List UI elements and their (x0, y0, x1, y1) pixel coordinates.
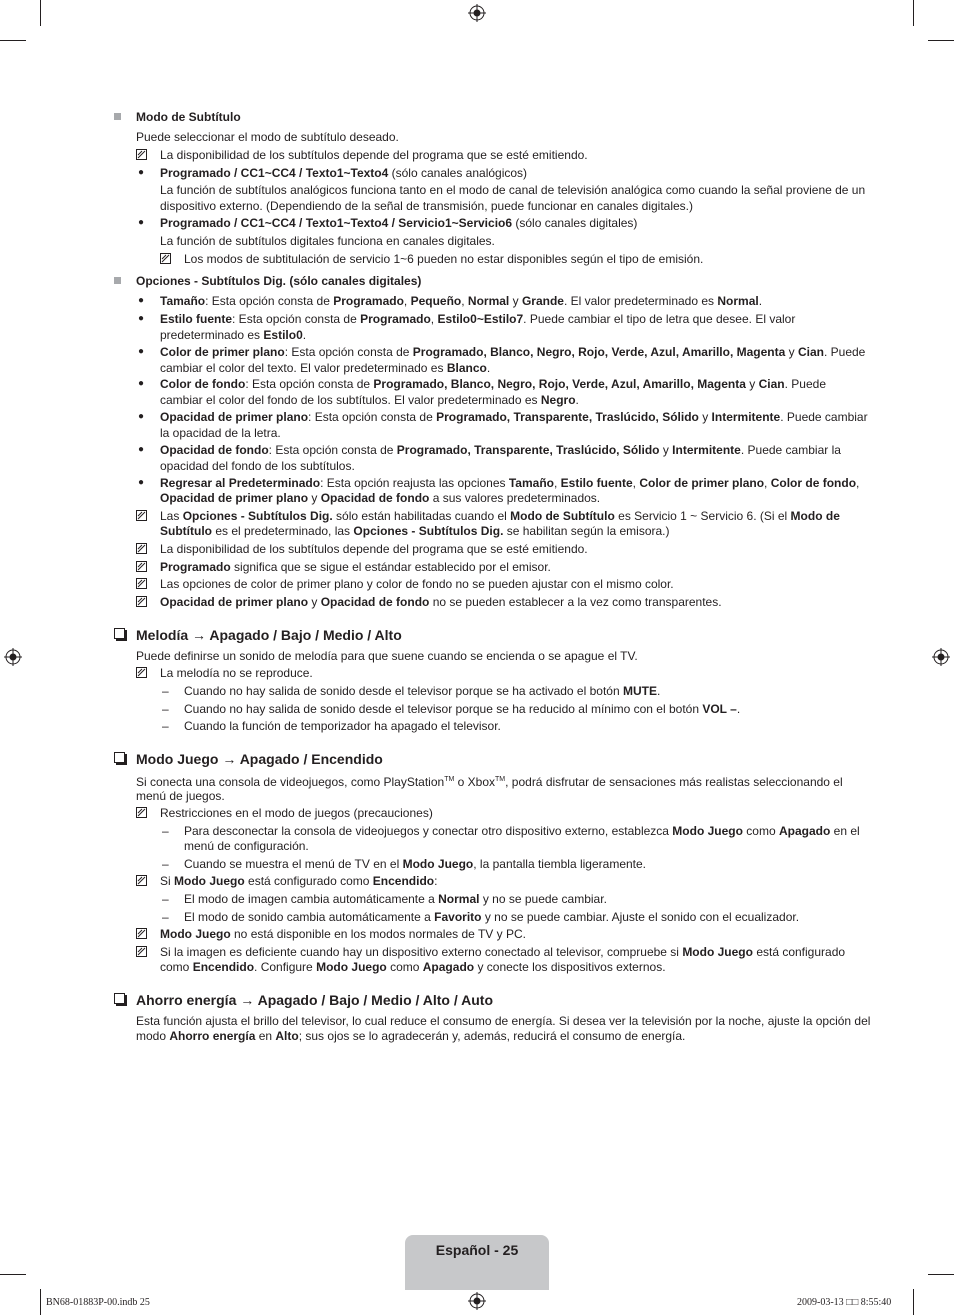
page-number: Español - 25 (435, 1242, 519, 1258)
file-info: BN68-01883P-00.indb 25 (46, 1297, 150, 1308)
crop-mark (0, 1274, 26, 1275)
note: Las opciones de color de primer plano y color de fondo no se pueden ajustar con el mismo color. (136, 576, 674, 592)
bullet-icon: ● (138, 378, 145, 389)
list-item: ● Tamaño: Esta opción consta de Programado, Pequeño, Normal y Grande. El valor predeterminado es Normal. (138, 294, 763, 308)
bullet-icon: ● (138, 295, 145, 306)
checkbox-bullet-icon (114, 993, 125, 1004)
crop-mark (928, 40, 954, 41)
registration-mark-icon (932, 648, 950, 666)
note-icon (136, 875, 147, 886)
note-icon (136, 510, 147, 521)
list-item: – Cuando se muestra el menú de TV en el Modo Juego, la pantalla tiembla ligeramente. (162, 857, 647, 871)
checkbox-bullet-icon (114, 752, 125, 763)
bullet-icon: ● (138, 217, 145, 228)
crop-mark (40, 0, 41, 26)
bullet-icon: ● (138, 411, 145, 422)
note: Programado significa que se sigue el estándar establecido por el emisor. (136, 559, 551, 575)
dash-icon: – (162, 892, 169, 906)
bullet-icon: ● (138, 346, 145, 357)
square-bullet-icon (114, 277, 121, 284)
dash-icon: – (162, 702, 169, 716)
dash-icon: – (162, 684, 169, 698)
bullet-icon: ● (138, 477, 145, 488)
list-item: – Para desconectar la consola de videojuegos y conectar otro dispositivo externo, establezca Modo Juego como Apagado en el (162, 824, 860, 838)
note: Opacidad de primer plano y Opacidad de fondo no se pueden establecer a la vez como transparentes. (136, 594, 722, 610)
note-icon (136, 561, 147, 572)
note-icon (136, 807, 147, 818)
note-icon (136, 928, 147, 939)
square-bullet-icon (114, 113, 121, 120)
note-icon (136, 946, 147, 957)
list-item: – Cuando no hay salida de sonido desde el televisor porque se ha reducido al mínimo con el botón VOL –. (162, 702, 741, 716)
registration-mark-icon (4, 648, 22, 666)
registration-mark-icon (468, 1292, 486, 1310)
dash-icon: – (162, 824, 169, 838)
bullet-icon: ● (138, 313, 145, 324)
section-modo-juego: Modo Juego → Apagado / Encendido (114, 751, 383, 767)
crop-mark (913, 0, 914, 26)
list-item: – El modo de imagen cambia automáticamente a Normal y no se puede cambiar. (162, 892, 607, 906)
list-item: ● Color de fondo: Esta opción consta de Programado, Blanco, Negro, Rojo, Verde, Azul, Amarillo, Magenta y Cian. Puede (138, 377, 826, 391)
crop-mark (40, 1289, 41, 1315)
note: Si Modo Juego está configurado como Encendido: (136, 873, 437, 889)
note-icon (136, 578, 147, 589)
note-icon (136, 667, 147, 678)
section-opciones: Opciones - Subtítulos Dig. (sólo canales digitales) (114, 273, 421, 289)
note: La disponibilidad de los subtítulos depende del programa que se esté emitiendo. (136, 541, 588, 557)
crop-mark (928, 1274, 954, 1275)
note: Si la imagen es deficiente cuando hay un dispositivo externo conectado al televisor, compruebe si Modo Juego está configurado (136, 944, 845, 960)
bullet-icon: ● (138, 167, 145, 178)
note: Los modos de subtitulación de servicio 1~6 pueden no estar disponibles según el tipo de emisión. (160, 251, 703, 267)
list-item: ● Estilo fuente: Esta opción consta de Programado, Estilo0~Estilo7. Puede cambiar el tipo de letra que desee. El valor (138, 312, 796, 326)
note: Modo Juego no está disponible en los modos normales de TV y PC. (136, 926, 526, 942)
section-ahorro-energia: Ahorro energía → Apagado / Bajo / Medio / Alto / Auto (114, 992, 493, 1008)
dash-icon: – (162, 910, 169, 924)
list-item: – Cuando la función de temporizador ha apagado el televisor. (162, 719, 501, 733)
note: Restricciones en el modo de juegos (precauciones) (136, 805, 433, 821)
print-timestamp: 2009-03-13 □□ 8:55:40 (797, 1297, 892, 1308)
note: La disponibilidad de los subtítulos depende del programa que se esté emitiendo. (136, 147, 588, 163)
list-item: – El modo de sonido cambia automáticamente a Favorito y no se puede cambiar. Ajuste el sonido con el ecualizador. (162, 910, 800, 924)
note: Las Opciones - Subtítulos Dig. sólo están habilitadas cuando el Modo de Subtítulo es Servicio 1 ~ Servicio 6. (Si el Modo de (136, 508, 840, 524)
list-item: – Cuando no hay salida de sonido desde el televisor porque se ha activado el botón MUTE. (162, 684, 661, 698)
list-item: ● Programado / CC1~CC4 / Texto1~Texto4 / Servicio1~Servicio6 (sólo canales digitales) (138, 216, 638, 230)
registration-mark-icon (468, 4, 486, 22)
list-item: ● Opacidad de fondo: Esta opción consta de Programado, Transparente, Traslúcido, Sólido y Intermitente. Puede cambiar la (138, 443, 841, 457)
note-icon (136, 543, 147, 554)
dash-icon: – (162, 719, 169, 733)
dash-icon: – (162, 857, 169, 871)
bullet-icon: ● (138, 444, 145, 455)
note: La melodía no se reproduce. (136, 665, 313, 681)
section-modo-subtitulo: Modo de Subtítulo (114, 109, 241, 125)
list-item: ● Programado / CC1~CC4 / Texto1~Texto4 (sólo canales analógicos) (138, 166, 528, 180)
note-icon (136, 149, 147, 160)
list-item: ● Opacidad de primer plano: Esta opción consta de Programado, Transparente, Traslúcido, Sólido y Intermitente. Puede cambiar (138, 410, 868, 424)
crop-mark (913, 1289, 914, 1315)
note-icon (160, 253, 171, 264)
note-icon (136, 596, 147, 607)
crop-mark (0, 40, 26, 41)
list-item: ● Color de primer plano: Esta opción consta de Programado, Blanco, Negro, Rojo, Verde, Azul, Amarillo, Magenta y Cian. Puede (138, 345, 866, 359)
section-melodia: Melodía → Apagado / Bajo / Medio / Alto (114, 627, 402, 643)
list-item: ● Regresar al Predeterminado: Esta opción reajusta las opciones Tamaño, Estilo fuente, Color de primer plano, Color de fondo, (138, 476, 860, 490)
checkbox-bullet-icon (114, 628, 125, 639)
